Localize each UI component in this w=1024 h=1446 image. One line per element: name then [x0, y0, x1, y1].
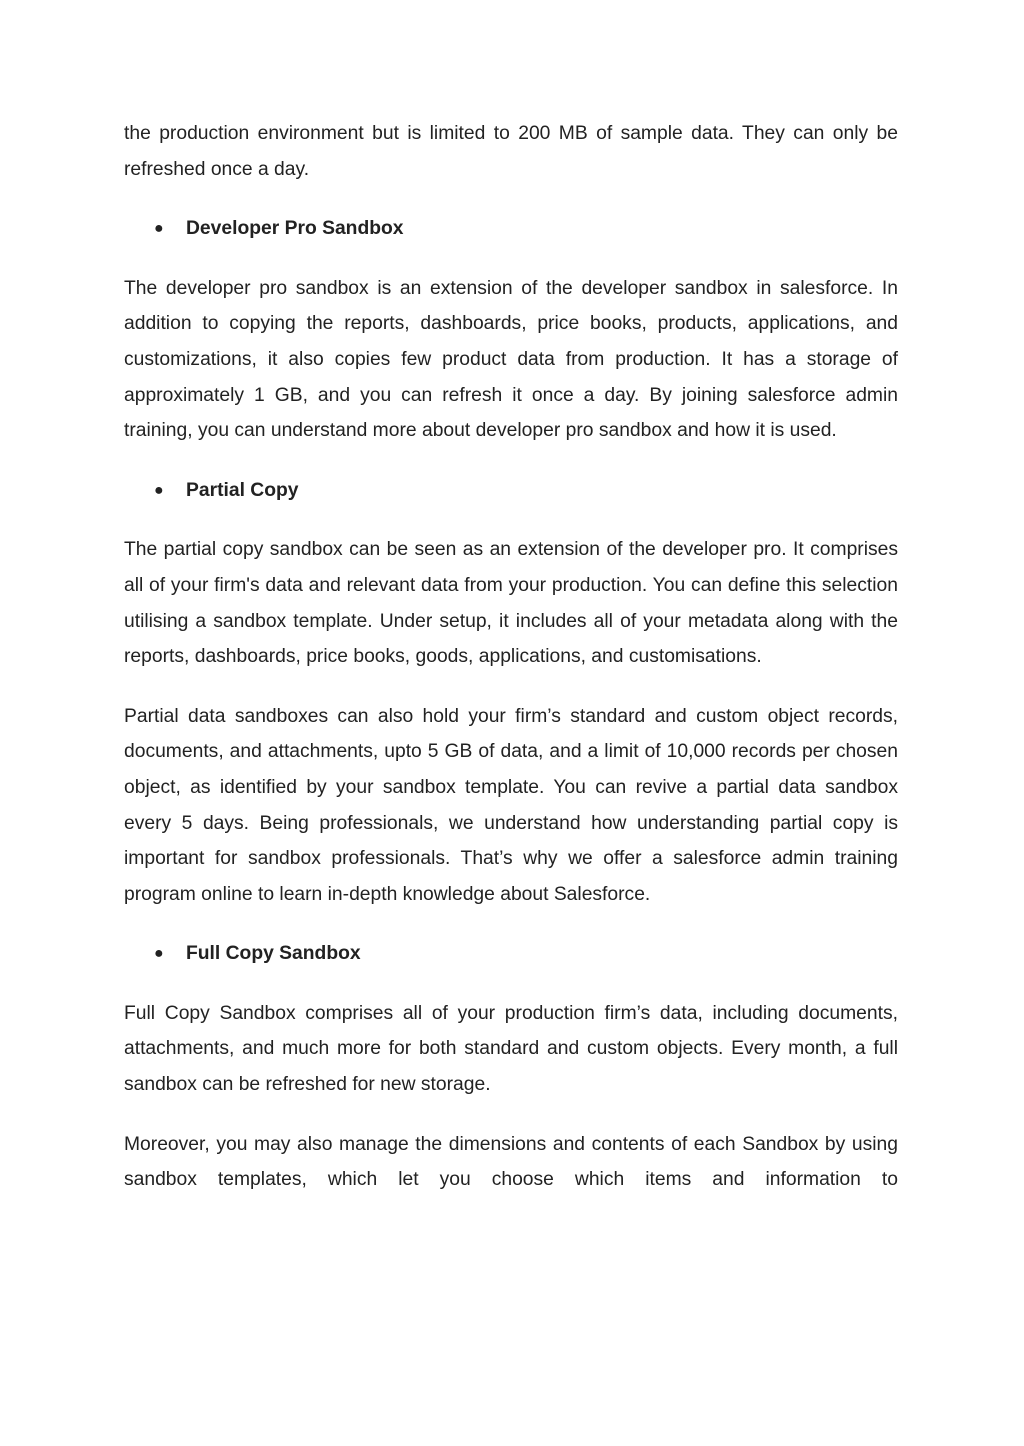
bullet-icon: ●	[154, 481, 164, 499]
heading-text: Developer Pro Sandbox	[186, 218, 404, 240]
paragraph-partial-copy: The partial copy sandbox can be seen as an extension of the developer pro. It comprises all of your firm's data and relevant data from your production. You can define this selection utilising a sandbox template. Under setup, it includes all of your metadata along with the reports, dashboards, price books, goods, applications, and customisations.	[124, 539, 898, 668]
heading-full-copy-sandbox	[124, 936, 898, 972]
bullet-icon: ●	[154, 945, 164, 963]
paragraph-full-copy: Full Copy Sandbox comprises all of your production firm’s data, including documents, attachments, and much more for both standard and custom objects. Every month, a full sandbox can be refreshed for new storage.	[124, 1002, 898, 1096]
paragraph-sandbox-templates: Moreover, you may also manage the dimensions and contents of each Sandbox by using sandbox templates, which let you choose which items and information to	[124, 1133, 898, 1191]
paragraph-developer-pro: The developer pro sandbox is an extension of the developer sandbox in salesforce. In addition to copying the reports, dashboards, price books, products, applications, and customizations, it also copies few product data from production. It has a storage of approximately 1 GB, and you can refresh it once a day. By joining salesforce admin training, you can understand more about developer pro sandbox and how it is used.	[124, 277, 898, 442]
paragraph-partial-data-sandboxes: Partial data sandboxes can also hold your firm’s standard and custom object records, documents, and attachments, upto 5 GB of data, and a limit of 10,000 records per chosen object, as identified by your sandbox template. You can revive a partial data sandbox every 5 days. Being professionals, we understand how understanding partial copy is important for sandbox professionals. That’s why we offer a salesforce admin training program online to learn in-depth knowledge about Salesforce.	[124, 705, 898, 905]
heading-text: Partial Copy	[186, 479, 299, 501]
heading-text: Full Copy Sandbox	[186, 943, 361, 965]
bullet-icon: ●	[154, 220, 164, 238]
heading-partial-copy	[124, 473, 898, 509]
paragraph-production-environment: the production environment but is limited to 200 MB of sample data. They can only be refreshed once a day.	[124, 123, 898, 180]
document-page	[124, 116, 898, 1222]
heading-developer-pro-sandbox	[124, 211, 898, 247]
